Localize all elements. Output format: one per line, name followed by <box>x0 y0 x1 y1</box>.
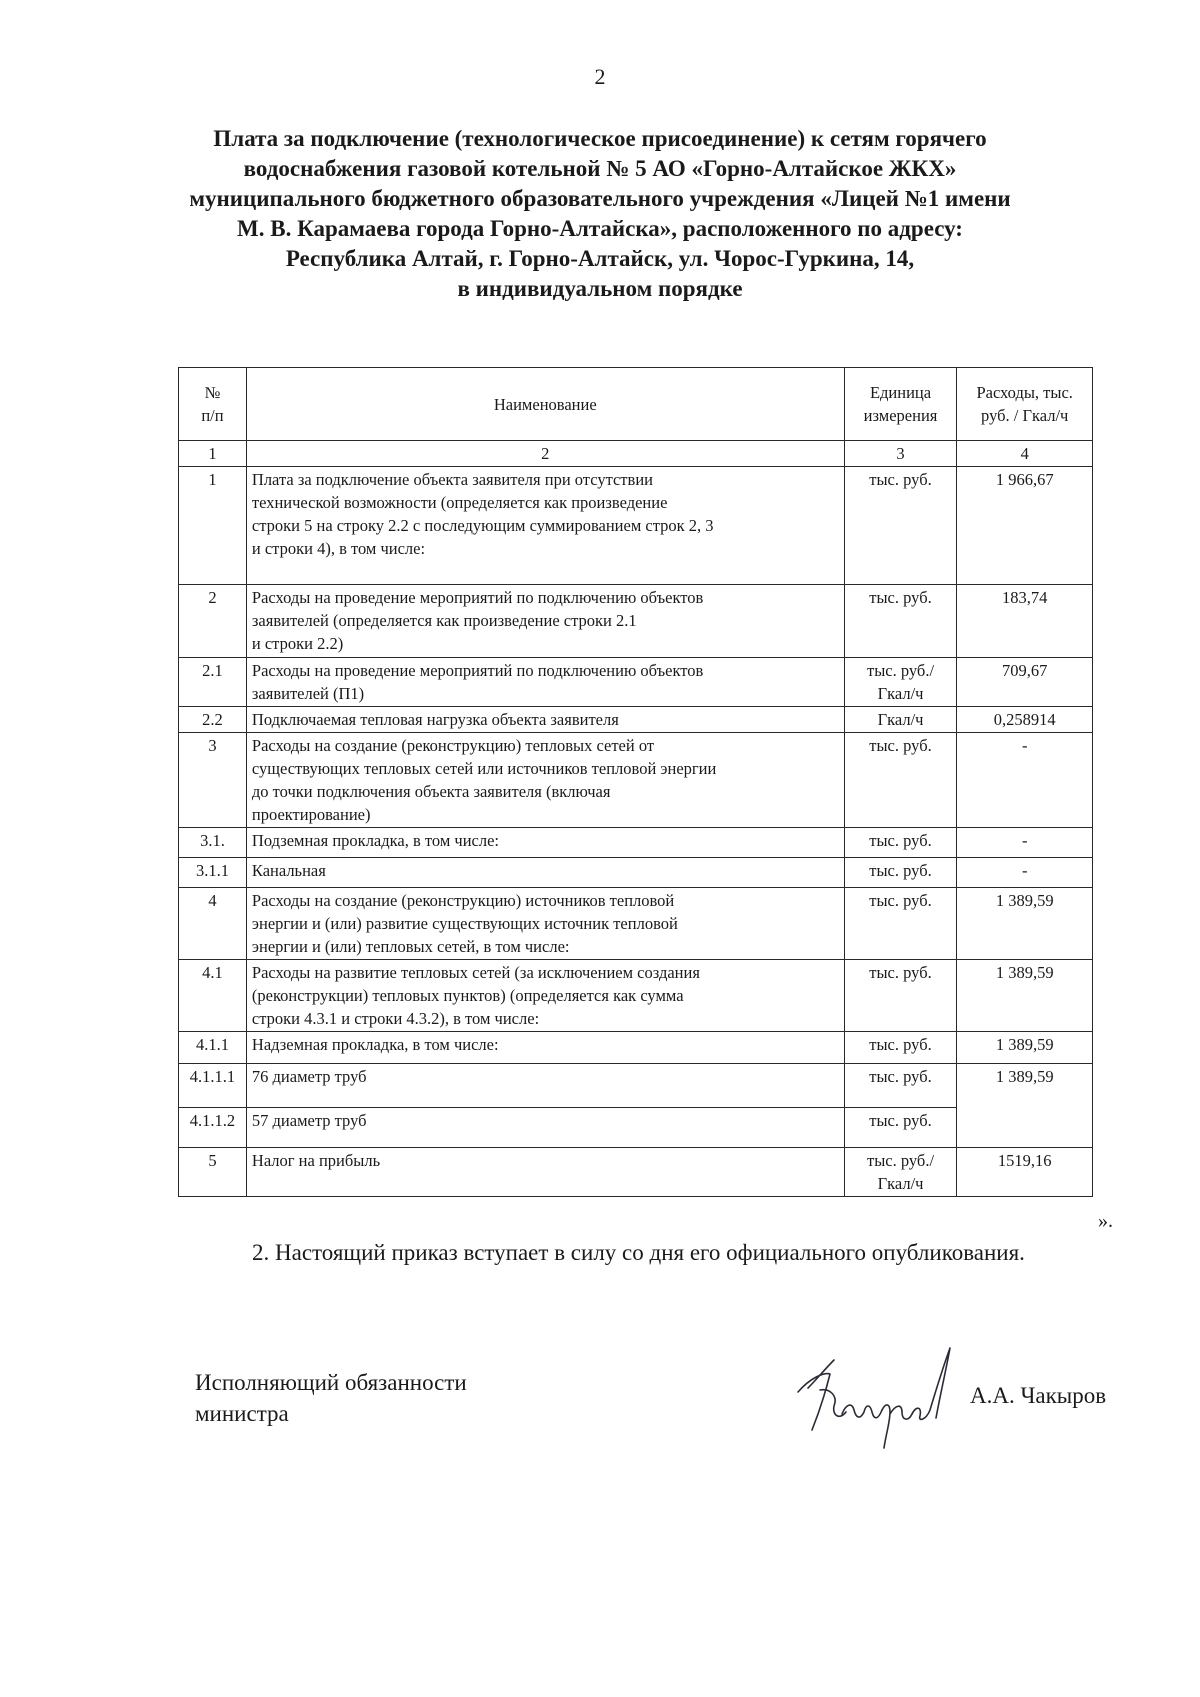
row-unit <box>844 858 957 888</box>
header-cost-line: руб. / Гкал/ч <box>981 406 1069 425</box>
row-name-line: до точки подключения объекта заявителя (включая <box>251 782 611 801</box>
page-number: 2 <box>594 64 606 89</box>
row-unit <box>844 658 957 707</box>
row-name-line: Надземная прокладка, в том числе: <box>251 1035 499 1054</box>
table-row <box>179 1108 1093 1148</box>
row-unit-line: Гкал/ч <box>877 684 924 703</box>
row-unit-line: тыс. руб. <box>869 831 932 850</box>
row-unit <box>844 1108 957 1148</box>
row-name <box>246 1108 844 1148</box>
row-num: 1 <box>179 467 247 585</box>
row-name-line: (реконструкции) тепловых пунктов) (определяется как сумма <box>251 986 684 1005</box>
header-cost <box>957 368 1093 441</box>
row-unit-line: Гкал/ч <box>877 710 924 729</box>
row-name-line: энергии и (или) развитие существующих источник тепловой <box>251 914 678 933</box>
signer-title-line: министра <box>195 1401 289 1426</box>
row-name <box>246 1064 844 1108</box>
row-num: 3 <box>179 733 247 828</box>
row-name <box>246 733 844 828</box>
table-row <box>179 658 1093 707</box>
column-number: 3 <box>844 441 957 467</box>
row-value: 709,67 <box>957 658 1093 707</box>
row-name-line: Расходы на создание (реконструкцию) тепловых сетей от <box>251 736 655 755</box>
row-unit-line: тыс. руб. <box>869 891 932 910</box>
table-row <box>179 585 1093 658</box>
header-unit-line: Единица <box>869 383 932 402</box>
row-name-line: Плата за подключение объекта заявителя при отсутствии <box>251 470 653 489</box>
row-value: 1 389,59 <box>957 960 1093 1032</box>
table-row <box>179 1064 1093 1108</box>
row-value: - <box>957 733 1093 828</box>
header-cost-line: Расходы, тыс. <box>976 383 1073 402</box>
header-num-line: № <box>204 383 221 402</box>
row-name <box>246 858 844 888</box>
row-unit <box>844 960 957 1032</box>
title-line: в индивидуальном порядке <box>457 276 743 301</box>
row-num: 5 <box>179 1148 247 1197</box>
table-row <box>179 1032 1093 1064</box>
row-unit <box>844 1064 957 1108</box>
row-unit-line: тыс. руб. <box>869 1111 932 1130</box>
header-num-line: п/п <box>201 406 224 425</box>
row-value: 1 389,59 <box>957 1064 1093 1148</box>
row-unit-line: тыс. руб. <box>869 470 932 489</box>
row-name-line: энергии и (или) тепловых сетей, в том числе: <box>251 937 570 956</box>
row-name-line: существующих тепловых сетей или источников тепловой энергии <box>251 759 717 778</box>
row-unit <box>844 888 957 960</box>
row-unit-line: тыс. руб./ <box>866 1151 935 1170</box>
row-num: 3.1. <box>179 828 247 858</box>
row-unit-line: тыс. руб. <box>869 963 932 982</box>
row-name <box>246 1032 844 1064</box>
row-unit-line: тыс. руб. <box>869 736 932 755</box>
row-value: 1519,16 <box>957 1148 1093 1197</box>
row-num: 2 <box>179 585 247 658</box>
row-name-line: заявителей (П1) <box>251 684 365 703</box>
row-name <box>246 658 844 707</box>
row-num: 4 <box>179 888 247 960</box>
column-number: 2 <box>246 441 844 467</box>
row-unit <box>844 733 957 828</box>
row-name <box>246 707 844 733</box>
column-number-row <box>179 441 1093 467</box>
row-unit-line: тыс. руб. <box>869 1067 932 1086</box>
title-line: М. В. Карамаева города Горно-Алтайска», расположенного по адресу: <box>237 216 963 241</box>
column-number: 1 <box>179 441 247 467</box>
row-name-line: 57 диаметр труб <box>251 1111 367 1130</box>
row-value: - <box>957 858 1093 888</box>
row-name-line: Расходы на создание (реконструкцию) источников тепловой <box>251 891 675 910</box>
title-line: водоснабжения газовой котельной № 5 АО «Горно-Алтайское ЖКХ» <box>243 156 957 181</box>
header-num <box>179 368 247 441</box>
row-name-line: Расходы на проведение мероприятий по подключению объектов <box>251 661 704 680</box>
row-num: 2.2 <box>179 707 247 733</box>
row-name-line: строки 4.3.1 и строки 4.3.2), в том числе: <box>251 1009 540 1028</box>
row-unit <box>844 1032 957 1064</box>
title-line: муниципального бюджетного образовательного учреждения «Лицей №1 имени <box>189 186 1011 211</box>
header-unit-line: измерения <box>863 406 938 425</box>
signer-name: А.А. Чакыров <box>970 1383 1107 1408</box>
fee-table <box>178 367 1093 1197</box>
closing-quote: ». <box>1098 1210 1113 1232</box>
row-name <box>246 960 844 1032</box>
document-title <box>130 124 1070 304</box>
column-number: 4 <box>957 441 1093 467</box>
table-row <box>179 1148 1093 1197</box>
row-name-line: 76 диаметр труб <box>251 1067 367 1086</box>
row-unit-line: Гкал/ч <box>877 1174 924 1193</box>
row-num: 3.1.1 <box>179 858 247 888</box>
row-name-line: проектирование) <box>251 805 371 824</box>
row-name-line: Налог на прибыль <box>251 1151 381 1170</box>
table-row <box>179 858 1093 888</box>
row-name-line: заявителей (определяется как произведение строки 2.1 <box>251 611 637 630</box>
row-num: 4.1.1.2 <box>179 1108 247 1148</box>
signer-title <box>195 1367 467 1429</box>
table-row <box>179 467 1093 585</box>
title-line: Плата за подключение (технологическое присоединение) к сетям горячего <box>213 126 987 151</box>
header-unit <box>844 368 957 441</box>
row-unit <box>844 467 957 585</box>
row-value: 0,258914 <box>957 707 1093 733</box>
row-name-line: и строки 2.2) <box>251 634 344 653</box>
row-unit <box>844 585 957 658</box>
row-name <box>246 467 844 585</box>
title-line: Республика Алтай, г. Горно-Алтайск, ул. Чорос-Гуркина, 14, <box>285 246 915 271</box>
signer-title-line: Исполняющий обязанности <box>195 1370 467 1395</box>
row-name-line: Канальная <box>251 861 326 880</box>
table-row <box>179 707 1093 733</box>
row-name-line: строки 5 на строку 2.2 с последующим суммированием строк 2, 3 <box>251 516 714 535</box>
row-name-line: технической возможности (определяется как произведение <box>251 493 668 512</box>
row-name <box>246 585 844 658</box>
row-unit-line: тыс. руб./ <box>866 661 935 680</box>
row-num: 2.1 <box>179 658 247 707</box>
row-num: 4.1 <box>179 960 247 1032</box>
table-header-row <box>179 368 1093 441</box>
row-name <box>246 888 844 960</box>
row-unit <box>844 1148 957 1197</box>
header-name <box>246 368 844 441</box>
row-name-line: и строки 4), в том числе: <box>251 539 426 558</box>
row-value: 183,74 <box>957 585 1093 658</box>
table-row <box>179 960 1093 1032</box>
row-unit <box>844 707 957 733</box>
table-row <box>179 888 1093 960</box>
row-unit-line: тыс. руб. <box>869 1035 932 1054</box>
row-name-line: Расходы на развитие тепловых сетей (за исключением создания <box>251 963 700 982</box>
row-name <box>246 828 844 858</box>
row-name <box>246 1148 844 1197</box>
row-name-line: Подземная прокладка, в том числе: <box>251 831 499 850</box>
row-value: 1 389,59 <box>957 1032 1093 1064</box>
row-value: - <box>957 828 1093 858</box>
row-value: 1 966,67 <box>957 467 1093 585</box>
header-name-line: Наименование <box>493 394 597 414</box>
row-name-line: Подключаемая тепловая нагрузка объекта заявителя <box>251 710 619 729</box>
row-unit-line: тыс. руб. <box>869 861 932 880</box>
row-num: 4.1.1.1 <box>179 1064 247 1108</box>
row-unit <box>844 828 957 858</box>
row-name-line: Расходы на проведение мероприятий по подключению объектов <box>251 588 704 607</box>
effective-date-paragraph: 2. Настоящий приказ вступает в силу со дня его официального опубликования. <box>252 1240 1025 1265</box>
row-value: 1 389,59 <box>957 888 1093 960</box>
handwritten-signature <box>790 1330 970 1460</box>
row-unit-line: тыс. руб. <box>869 588 932 607</box>
table-row <box>179 828 1093 858</box>
row-num: 4.1.1 <box>179 1032 247 1064</box>
table-row <box>179 733 1093 828</box>
